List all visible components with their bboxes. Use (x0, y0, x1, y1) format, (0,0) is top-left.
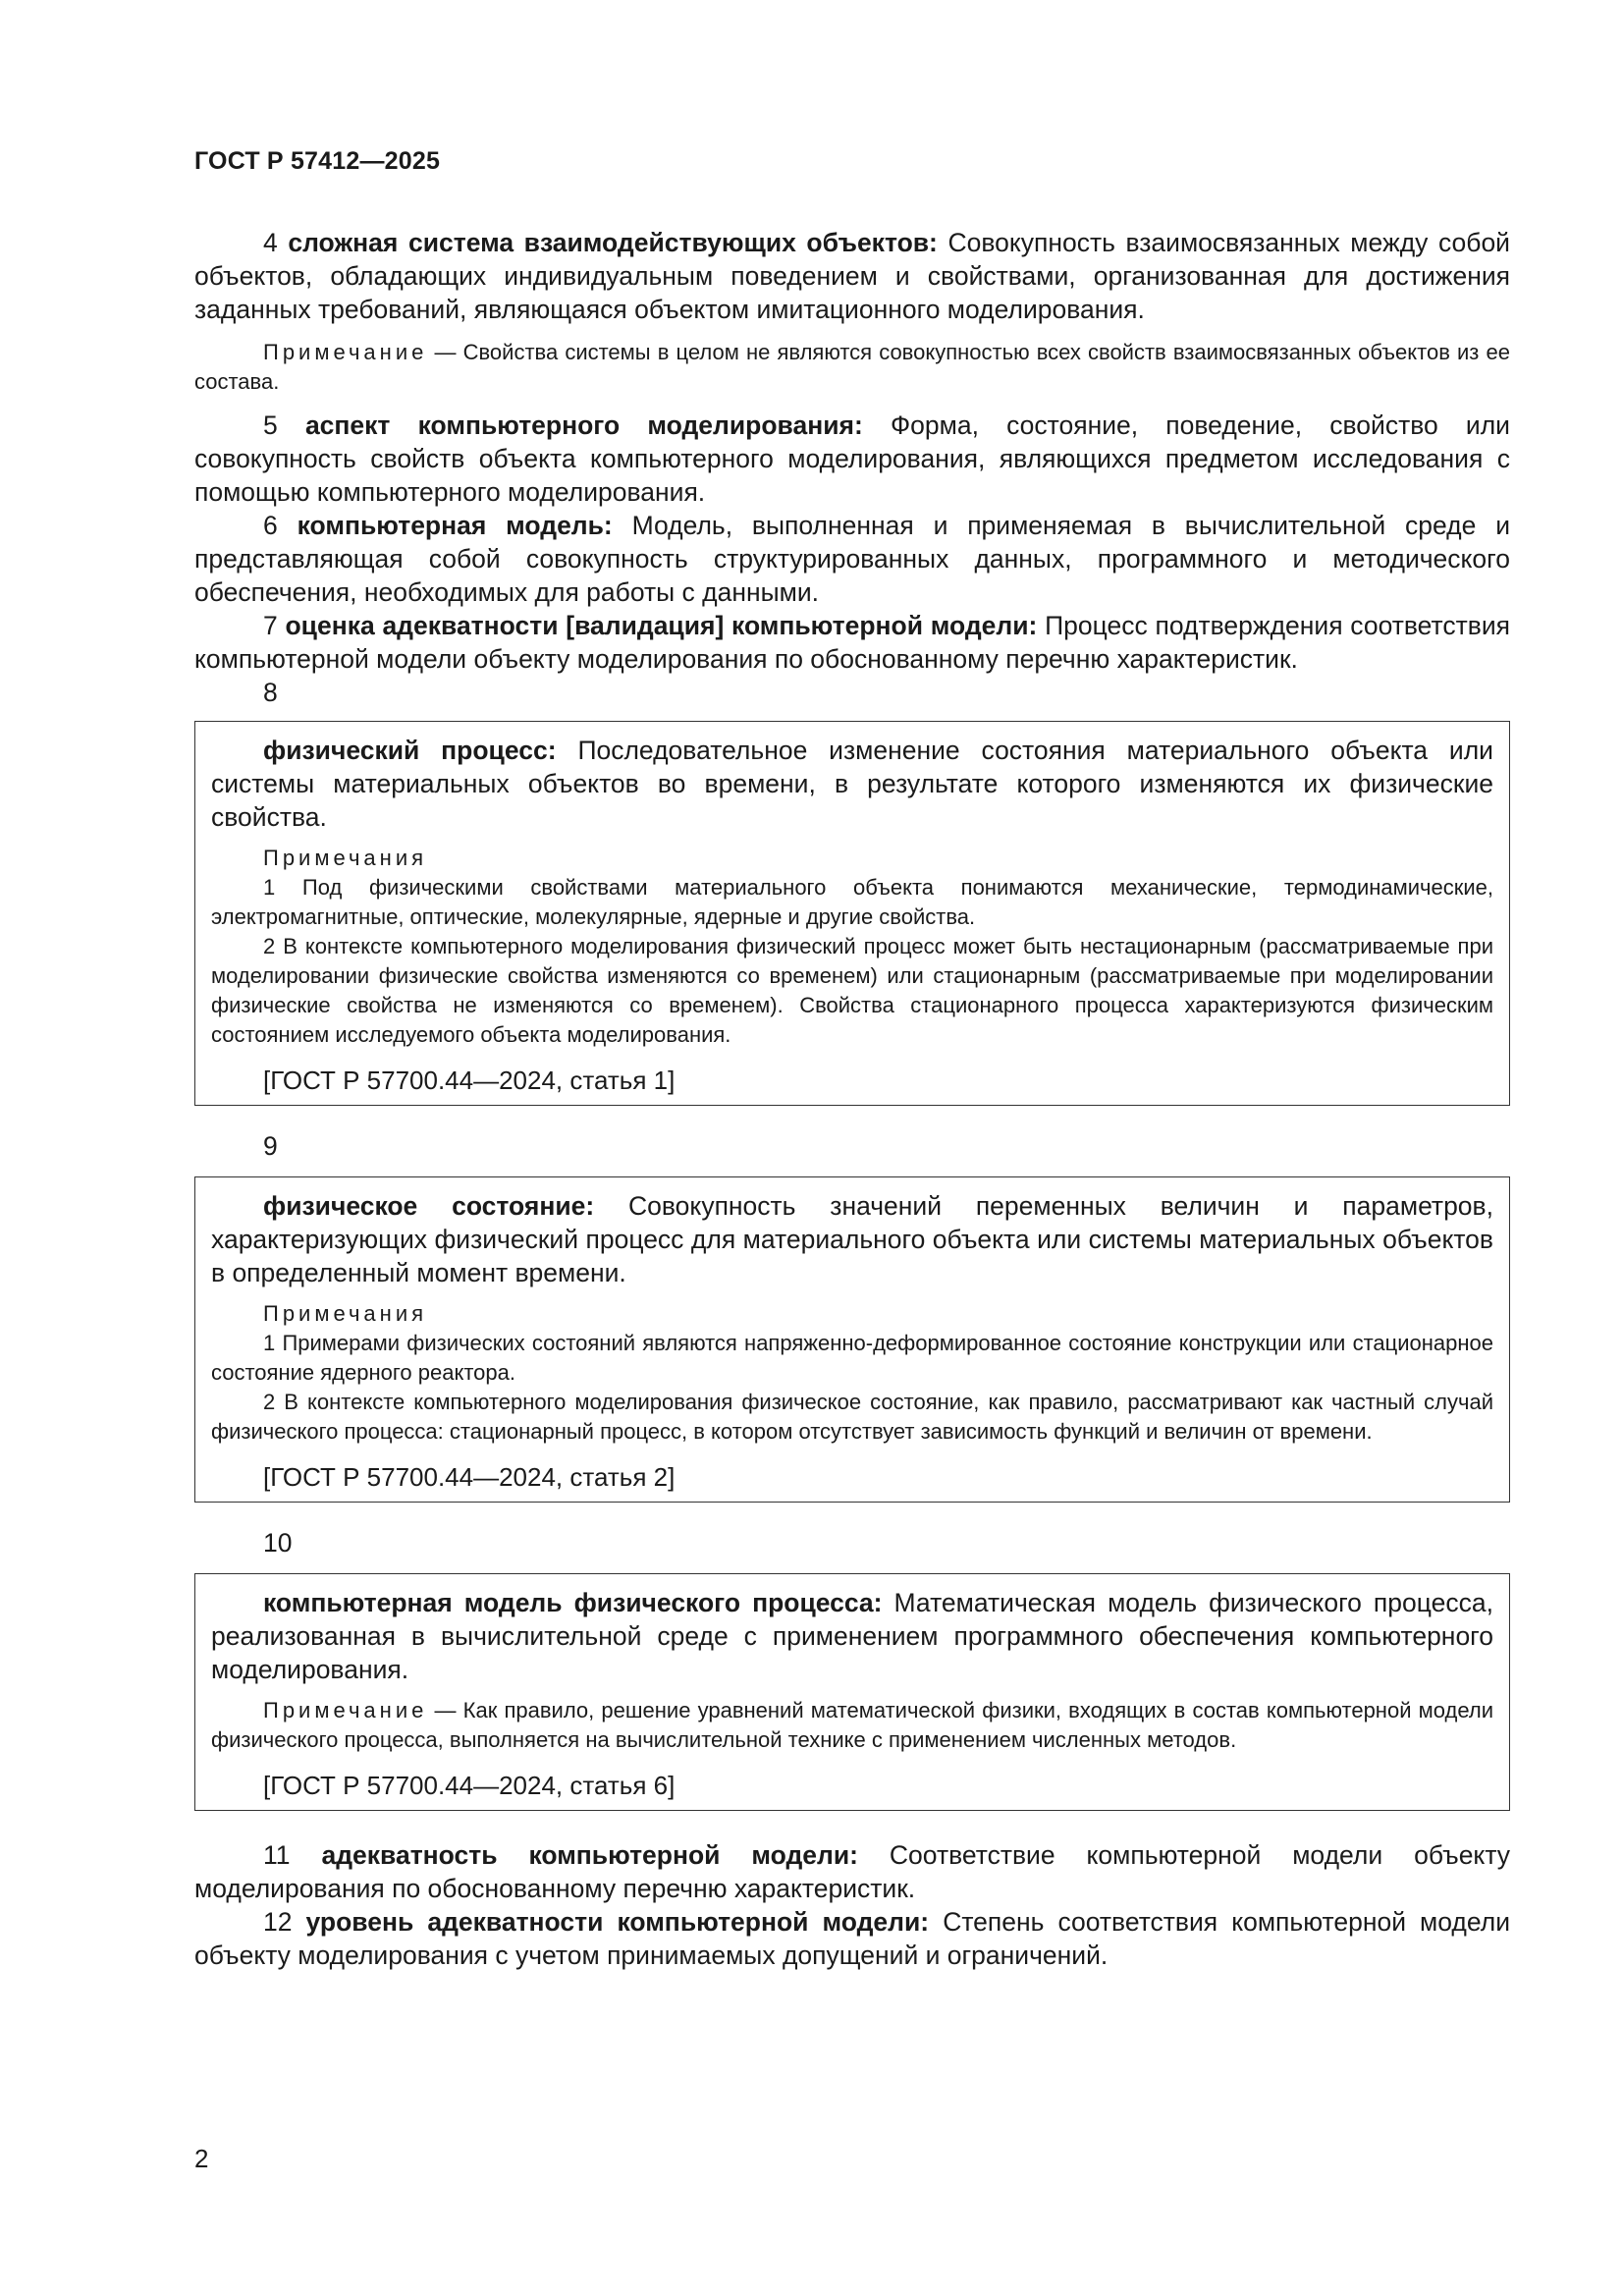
term-4 (194, 226, 1510, 326)
terms-content (194, 226, 1510, 1972)
term-title: физическое состояние: (263, 1191, 595, 1221)
term-8-box (194, 721, 1510, 1106)
source-reference: [ГОСТ Р 57700.44—2024, статья 2] (263, 1462, 676, 1492)
term-number: 4 (263, 228, 278, 257)
term-title: компьютерная модель физического процесса: (263, 1588, 883, 1617)
term-6 (194, 509, 1510, 609)
term-title: оценка адекватности [валидация] компьютерной модели: (285, 611, 1038, 640)
note-2: 2 В контексте компьютерного моделирования физическое состояние, как правило, рассматривают как частный случай физического процесса: стационарный процесс, в котором отсутствует зависимость функций и величин от времени. (211, 1390, 1493, 1444)
term-definition: Процесс подтверждения соответствия компьютерной модели объекту моделирования по обоснованному перечню характеристик. (194, 611, 1510, 674)
notes-label: Примечания (263, 846, 428, 870)
term-title: сложная система взаимодействующих объектов: (288, 228, 938, 257)
term-number: 12 (263, 1907, 293, 1937)
page-header: ГОСТ Р 57412—2025 (194, 147, 441, 175)
term-title: адекватность компьютерной модели: (321, 1840, 858, 1870)
page-number: 2 (194, 2144, 209, 2173)
term-title: физический процесс: (263, 736, 557, 765)
notes-label: Примечания (263, 1301, 428, 1326)
term-10-note (211, 1696, 1493, 1755)
term-definition: Форма, состояние, поведение, свойство или совокупность свойств объекта компьютерного моделирования, являющихся предметом исследования с помощью компьютерного моделирования. (194, 410, 1510, 507)
term-4-note (194, 338, 1510, 397)
term-8 (211, 734, 1493, 834)
term-12 (194, 1905, 1510, 1972)
term-10 (211, 1586, 1493, 1686)
term-definition: Математическая модель физического процесса, реализованная в вычислительной среде с применением программного обеспечения компьютерного моделирования. (211, 1588, 1493, 1684)
note-label: Примечание (263, 340, 428, 364)
term-definition: Соответствие компьютерной модели объекту моделирования по обоснованному перечню характеристик. (194, 1840, 1511, 1903)
source-reference: [ГОСТ Р 57700.44—2024, статья 1] (263, 1066, 676, 1095)
term-11 (194, 1838, 1510, 1905)
term-number: 6 (263, 511, 278, 540)
note-2: 2 В контексте компьютерного моделирования физический процесс может быть нестационарным (рассматриваемые при моделировании физические свойства изменяются со временем) или стационарным (рассматриваемые при моделировании физические свойства не изменяются со временем). Свойства стационарного процесса характеризуются физическим состоянием исследуемого объекта моделирования. (211, 934, 1493, 1047)
note-1: 1 Примерами физических состояний являются напряженно-деформированное состояние конструкции или стационарное состояние ядерного реактора. (211, 1331, 1493, 1385)
term-5 (194, 409, 1510, 509)
term-definition: Совокупность взаимосвязанных между собой объектов, обладающих индивидуальным поведением и свойствами, организованная для достижения заданных требований, являющаяся объектом имитационного моделирования. (194, 228, 1510, 324)
term-title: компьютерная модель: (297, 511, 613, 540)
term-title: аспект компьютерного моделирования: (304, 410, 863, 440)
term-number: 5 (263, 410, 278, 440)
term-definition: Степень соответствия компьютерной модели объекту моделирования с учетом принимаемых допущений и ограничений. (194, 1907, 1510, 1970)
source-reference: [ГОСТ Р 57700.44—2024, статья 6] (263, 1771, 676, 1800)
term-7 (194, 609, 1510, 676)
note-text: — Как правило, решение уравнений математической физики, входящих в состав компьютерной модели физического процесса, выполняется на вычислительной технике с применением численных методов. (211, 1698, 1493, 1752)
term-number: 11 (263, 1840, 291, 1870)
term-10-number: 10 (263, 1528, 293, 1558)
term-definition: Совокупность значений переменных величин и параметров, характеризующих физический процесс для материального объекта или системы материальных объектов в определенный момент времени. (211, 1191, 1493, 1287)
term-definition: Модель, выполненная и применяемая в вычислительной среде и представляющая собой совокупность структурированных данных, программного и методического обеспечения, необходимых для работы с данными. (194, 511, 1511, 607)
term-definition: Последовательное изменение состояния материального объекта или системы материальных объектов во времени, в результате которого изменяются их физические свойства. (211, 736, 1493, 832)
term-number: 7 (263, 611, 278, 640)
term-8-number: 8 (263, 678, 278, 707)
term-9-box (194, 1176, 1510, 1503)
term-9 (211, 1189, 1493, 1289)
term-title: уровень адекватности компьютерной модели: (305, 1907, 930, 1937)
term-9-number: 9 (263, 1131, 278, 1161)
note-1: 1 Под физическими свойствами материального объекта понимаются механические, термодинамические, электромагнитные, оптические, молекулярные, ядерные и другие свойства. (211, 875, 1493, 929)
note-label: Примечание (263, 1698, 428, 1722)
term-10-box (194, 1573, 1510, 1811)
note-text: — Свойства системы в целом не являются совокупностью всех свойств взаимосвязанных объектов из ее состава. (194, 340, 1510, 394)
